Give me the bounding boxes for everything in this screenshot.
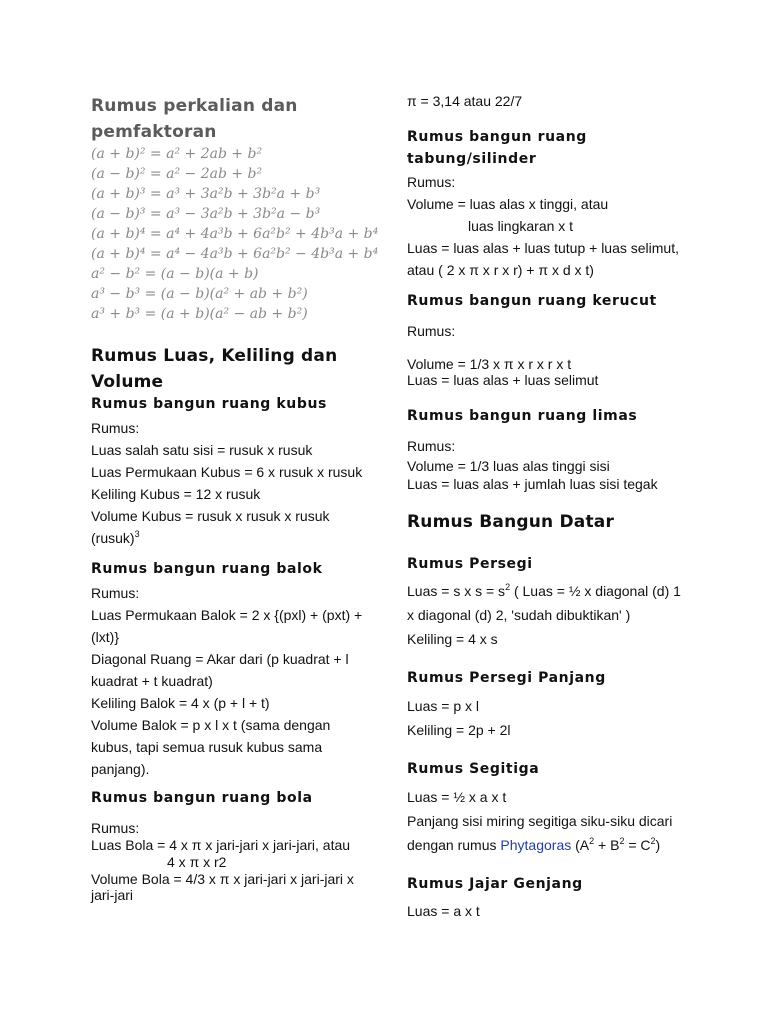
kubus-line: Rumus: bbox=[91, 420, 140, 436]
bola-line: 4 x π x r2 bbox=[167, 854, 227, 870]
tabung-line: atau ( 2 x π x r x r) + π x d x t) bbox=[407, 262, 594, 278]
heading-balok: Rumus bangun ruang balok bbox=[91, 561, 323, 577]
persegi-line3: Keliling = 4 x s bbox=[407, 631, 498, 647]
formula-8: a³ − b³ = (a − b)(a² + ab + b²) bbox=[91, 286, 308, 302]
formula-1: (a + b)² = a² + 2ab + b² bbox=[91, 146, 263, 162]
balok-line: kubus, tapi semua rusuk kubus sama bbox=[91, 739, 323, 755]
persegi-line1: Luas = s x $s = s^2$ ( Luas = ½ x diagonal (d) 1 bbox=[407, 582, 681, 599]
heading-perkalian-line1: Rumus perkalian dan bbox=[91, 96, 298, 116]
tabung-line: Rumus: bbox=[407, 174, 456, 190]
heading-limas: Rumus bangun ruang limas bbox=[407, 408, 638, 424]
limas-line: Luas = luas alas + jumlah luas sisi tegak bbox=[407, 476, 658, 492]
tabung-line: Luas = luas alas + luas tutup + luas selimut, bbox=[407, 240, 679, 256]
kubus-line: Volume Kubus = rusuk x rusuk x rusuk bbox=[91, 508, 330, 524]
heading-persegi: Rumus Persegi bbox=[407, 556, 533, 572]
kerucut-line: Volume = 1/3 x π x r x r x t bbox=[407, 356, 572, 372]
heading-tabung-line1: Rumus bangun ruang bbox=[407, 129, 587, 145]
balok-line: kuadrat + t kuadrat) bbox=[91, 673, 213, 689]
formula-6: (a + b)⁴ = a⁴ − 4a³b + 6a²b² − 4b³a + b⁴ bbox=[91, 246, 379, 262]
heading-segitiga: Rumus Segitiga bbox=[407, 761, 540, 777]
heading-bangun-datar: Rumus Bangun Datar bbox=[407, 512, 615, 532]
balok-line: Luas Permukaan Balok = 2 x {(pxl) + (pxt) + bbox=[91, 607, 363, 623]
formula-7: a² − b² = (a − b)(a + b) bbox=[91, 266, 259, 282]
bola-line: jari-jari bbox=[91, 887, 133, 903]
kubus-line-last: (rusuk)$^3$ bbox=[91, 529, 140, 546]
bola-line: Luas Bola = 4 x π x jari-jari x jari-jari, atau bbox=[91, 837, 351, 853]
balok-line: Diagonal Ruang = Akar dari (p kuadrat + l bbox=[91, 651, 349, 667]
bola-line: Volume Bola = 4/3 x π x jari-jari x jari-jari x bbox=[91, 871, 354, 887]
segitiga-line2: Panjang sisi miring segitiga siku-siku dicari bbox=[407, 813, 673, 829]
heading-luas-keliling-line1: Rumus Luas, Keliling dan bbox=[91, 346, 338, 366]
balok-line: panjang). bbox=[91, 761, 150, 777]
balok-line: Rumus: bbox=[91, 585, 140, 601]
persegi-panjang-line: Luas = p x l bbox=[407, 698, 479, 714]
heading-bola: Rumus bangun ruang bola bbox=[91, 790, 313, 806]
jajar-genjang-line: Luas = a x t bbox=[407, 903, 480, 919]
kubus-line: Luas salah satu sisi = rusuk x rusuk bbox=[91, 442, 313, 458]
heading-luas-keliling-line2: Volume bbox=[91, 372, 164, 392]
balok-line: (lxt)} bbox=[91, 629, 119, 645]
formula-4: (a − b)³ = a³ − 3a²b + 3b²a − b³ bbox=[91, 206, 321, 222]
kerucut-line: Rumus: bbox=[407, 323, 456, 339]
heading-perkalian-line2: pemfaktoran bbox=[91, 122, 217, 142]
formula-5: (a + b)⁴ = a⁴ + 4a³b + 6a²b² + 4b³a + b⁴ bbox=[91, 226, 379, 242]
persegi-line2: x diagonal (d) 2, 'sudah dibuktikan' ) bbox=[407, 607, 631, 623]
heading-jajar-genjang: Rumus Jajar Genjang bbox=[407, 876, 583, 892]
kubus-line: Luas Permukaan Kubus = 6 x rusuk x rusuk bbox=[91, 464, 363, 480]
kubus-line: Keliling Kubus = 12 x rusuk bbox=[91, 486, 261, 502]
formula-9: a³ + b³ = (a + b)(a² − ab + b²) bbox=[91, 306, 308, 322]
heading-kubus: Rumus bangun ruang kubus bbox=[91, 396, 327, 412]
segitiga-line3: dengan rumus Phytagoras $(A^2 + B^2 = C^2)$ bbox=[407, 836, 661, 853]
heading-kerucut: Rumus bangun ruang kerucut bbox=[407, 293, 657, 309]
heading-tabung-line2: tabung/silinder bbox=[407, 151, 537, 167]
formula-3: (a + b)³ = a³ + 3a²b + 3b²a + b³ bbox=[91, 186, 321, 202]
kerucut-line: Luas = luas alas + luas selimut bbox=[407, 372, 599, 388]
balok-line: Keliling Balok = 4 x (p + l + t) bbox=[91, 695, 270, 711]
segitiga-line1: Luas = ½ x a x t bbox=[407, 789, 507, 805]
heading-persegi-panjang: Rumus Persegi Panjang bbox=[407, 670, 606, 686]
balok-line: Volume Balok = p x l x t (sama dengan bbox=[91, 717, 331, 733]
pi-line: π = 3,14 atau 22/7 bbox=[407, 93, 523, 109]
persegi-panjang-line: Keliling = 2p + 2l bbox=[407, 722, 511, 738]
limas-line: Rumus: bbox=[407, 438, 456, 454]
limas-line: Volume = 1/3 luas alas tinggi sisi bbox=[407, 458, 610, 474]
tabung-line: luas lingkaran x t bbox=[468, 218, 574, 234]
formula-2: (a − b)² = a² − 2ab + b² bbox=[91, 166, 263, 182]
phytagoras-link[interactable]: Phytagoras bbox=[500, 837, 572, 853]
tabung-line: Volume = luas alas x tinggi, atau bbox=[407, 196, 609, 212]
bola-line: Rumus: bbox=[91, 820, 140, 836]
